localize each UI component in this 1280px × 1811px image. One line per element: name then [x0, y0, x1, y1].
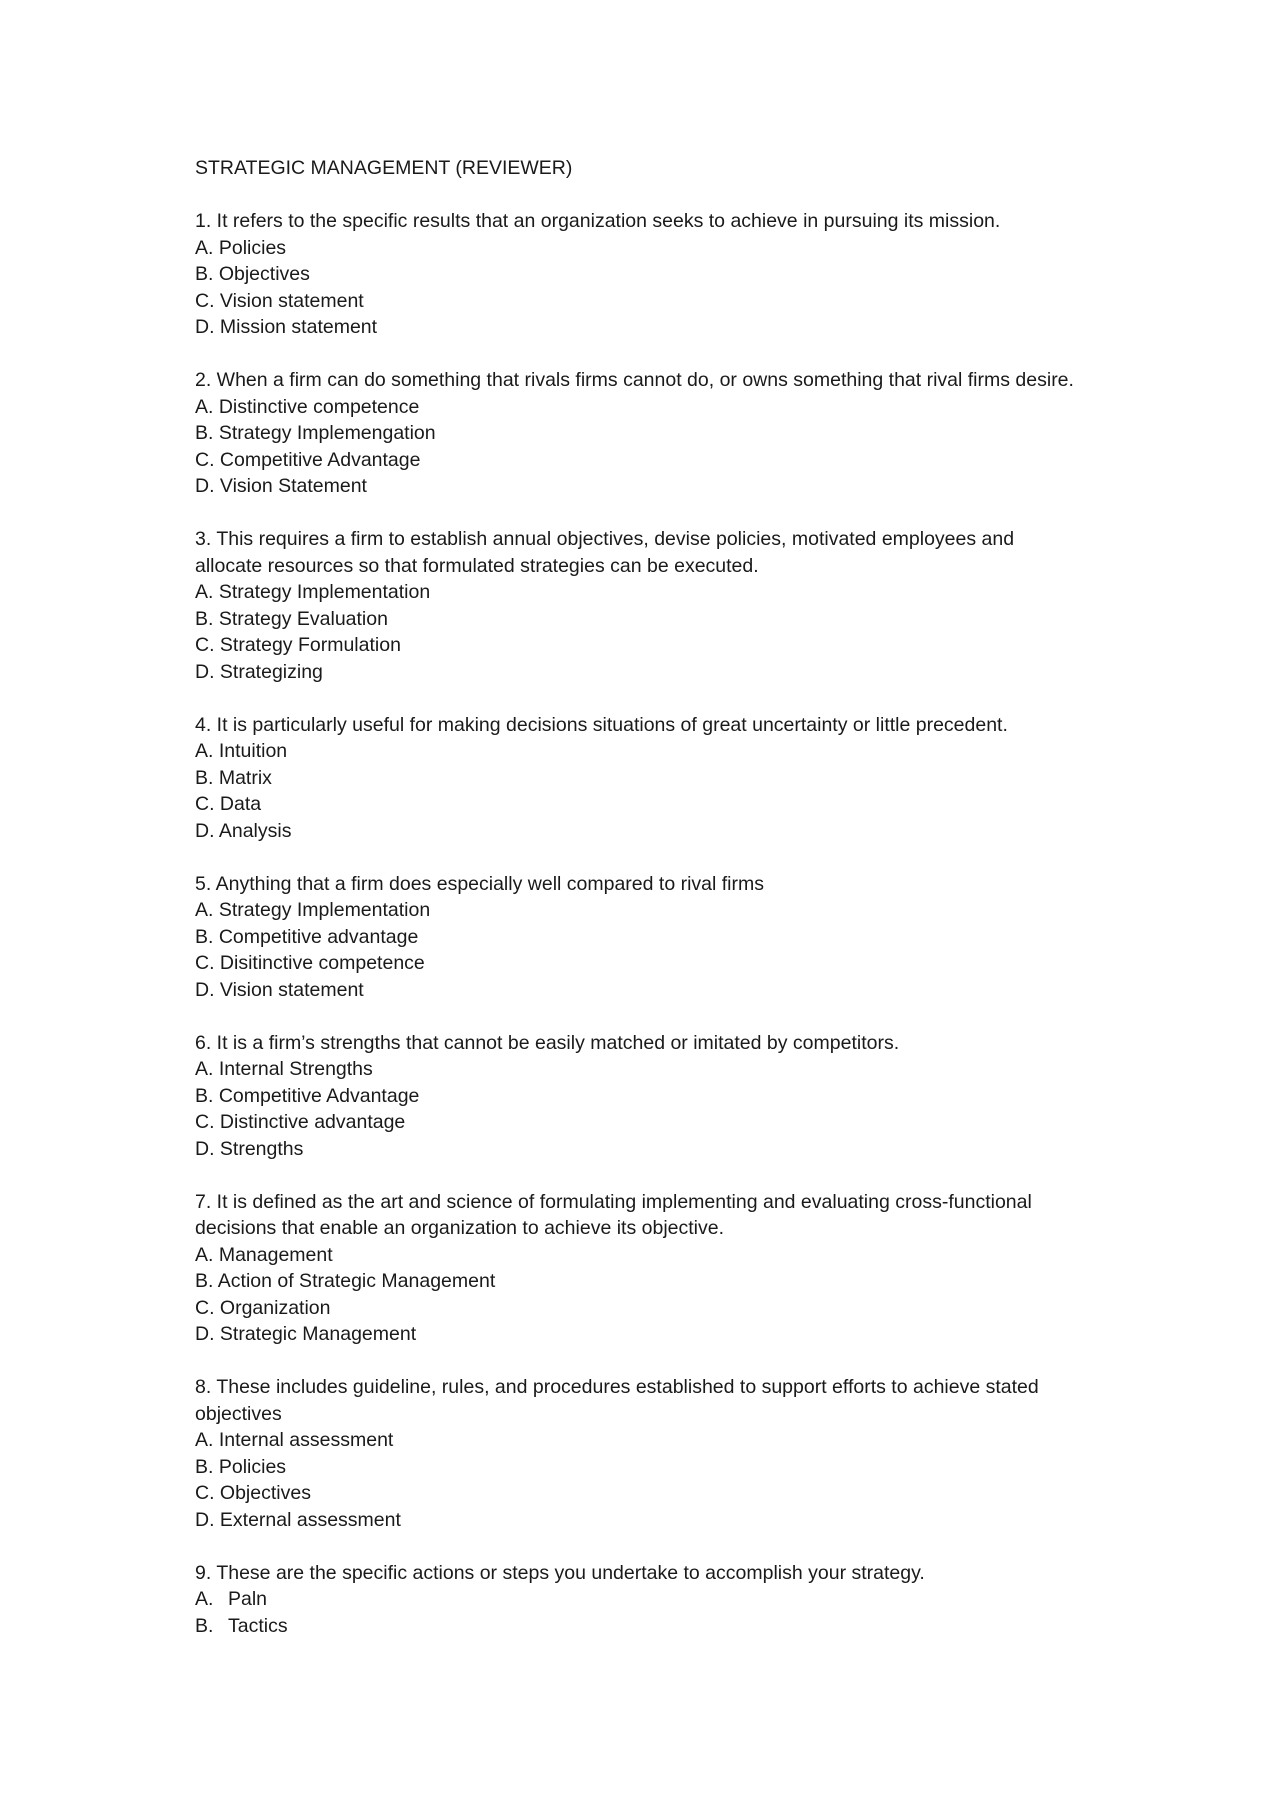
option-text: Paln	[228, 1588, 268, 1610]
option-d: D. Vision statement	[195, 978, 364, 1001]
question-text: 4. It is particularly useful for making decisions situations of great uncertainty or little precedent.	[195, 713, 1008, 736]
answer-options	[195, 1056, 1075, 1162]
option-text: Tactics	[228, 1614, 288, 1637]
option-letter: B.	[195, 1614, 214, 1637]
option-b: B. Policies	[195, 1455, 287, 1478]
answer-options	[195, 235, 1075, 341]
option-a: A. Policies	[195, 236, 287, 259]
option-a: A. Management	[195, 1243, 333, 1266]
answer-options	[195, 394, 1075, 500]
answer-options	[195, 1427, 1075, 1533]
question-text: 3. This requires a firm to establish annual objectives, devise policies, motivated employees and allocate resources so that formulated strategies can be executed.	[195, 528, 1015, 577]
option-c: C. Competitive Advantage	[195, 448, 421, 471]
option-c: C. Vision statement	[195, 289, 364, 312]
option-d: D. Mission statement	[195, 316, 378, 338]
option-c: C. Disitinctive competence	[195, 952, 425, 974]
option-a: A. Strategy Implementation	[195, 899, 431, 921]
document-title: STRATEGIC MANAGEMENT (REVIEWER)	[195, 157, 573, 179]
document-body	[195, 155, 1075, 1666]
option-b: B. Matrix	[195, 766, 272, 789]
option-b: B. Strategy Evaluation	[195, 607, 388, 630]
question-8	[195, 1374, 1075, 1533]
option-c: C. Data	[195, 793, 262, 815]
option-a: A. Distinctive competence	[195, 395, 420, 418]
question-text: 6. It is a firm’s strengths that cannot be easily matched or imitated by competitors.	[195, 1031, 900, 1054]
option-b: B. Competitive advantage	[195, 925, 419, 948]
question-7	[195, 1189, 1075, 1348]
question-text: 7. It is defined as the art and science of formulating implementing and evaluating cross-functional decisions that enable an organization to achieve its objective.	[195, 1190, 1032, 1239]
option-d: D. Strengths	[195, 1137, 304, 1160]
question-text: 5. Anything that a firm does especially well compared to rival firms	[195, 872, 764, 895]
option-c: C. Distinctive advantage	[195, 1111, 406, 1133]
question-1	[195, 208, 1075, 341]
option-b: B. Strategy Implemengation	[195, 422, 436, 444]
question-5	[195, 871, 1075, 1004]
answer-options	[195, 1586, 1075, 1639]
option-a: A. Intuition	[195, 740, 288, 762]
answer-options	[195, 897, 1075, 1003]
option-letter: A.	[195, 1588, 214, 1610]
question-2	[195, 367, 1075, 500]
option-c: C. Objectives	[195, 1482, 311, 1504]
answer-options	[195, 738, 1075, 844]
option-b	[195, 1613, 1075, 1640]
option-c: C. Strategy Formulation	[195, 634, 401, 656]
option-a	[195, 1586, 1075, 1613]
option-d: D. Vision Statement	[195, 475, 367, 497]
option-b: B. Competitive Advantage	[195, 1084, 420, 1107]
question-6	[195, 1030, 1075, 1163]
question-text: 9. These are the specific actions or steps you undertake to accomplish your strategy.	[195, 1561, 925, 1584]
option-d: D. Strategic Management	[195, 1323, 417, 1345]
option-d: D. Strategizing	[195, 660, 323, 683]
option-c: C. Organization	[195, 1296, 331, 1319]
option-b: B. Action of Strategic Management	[195, 1270, 496, 1292]
question-3	[195, 526, 1075, 685]
question-text: 8. These includes guideline, rules, and procedures established to support efforts to achieve stated objectives	[195, 1376, 1039, 1425]
question-text: 1. It refers to the specific results that an organization seeks to achieve in pursuing its mission.	[195, 210, 1001, 232]
option-d: D. External assessment	[195, 1508, 401, 1531]
option-a: A. Internal assessment	[195, 1429, 394, 1451]
question-text: 2. When a firm can do something that rivals firms cannot do, or owns something that rival firms desire.	[195, 369, 1074, 391]
question-9	[195, 1560, 1075, 1640]
question-4	[195, 712, 1075, 845]
option-a: A. Strategy Implementation	[195, 581, 431, 603]
option-a: A. Internal Strengths	[195, 1058, 373, 1080]
option-b: B. Objectives	[195, 263, 310, 285]
option-d: D. Analysis	[195, 819, 292, 842]
answer-options	[195, 1242, 1075, 1348]
answer-options	[195, 579, 1075, 685]
